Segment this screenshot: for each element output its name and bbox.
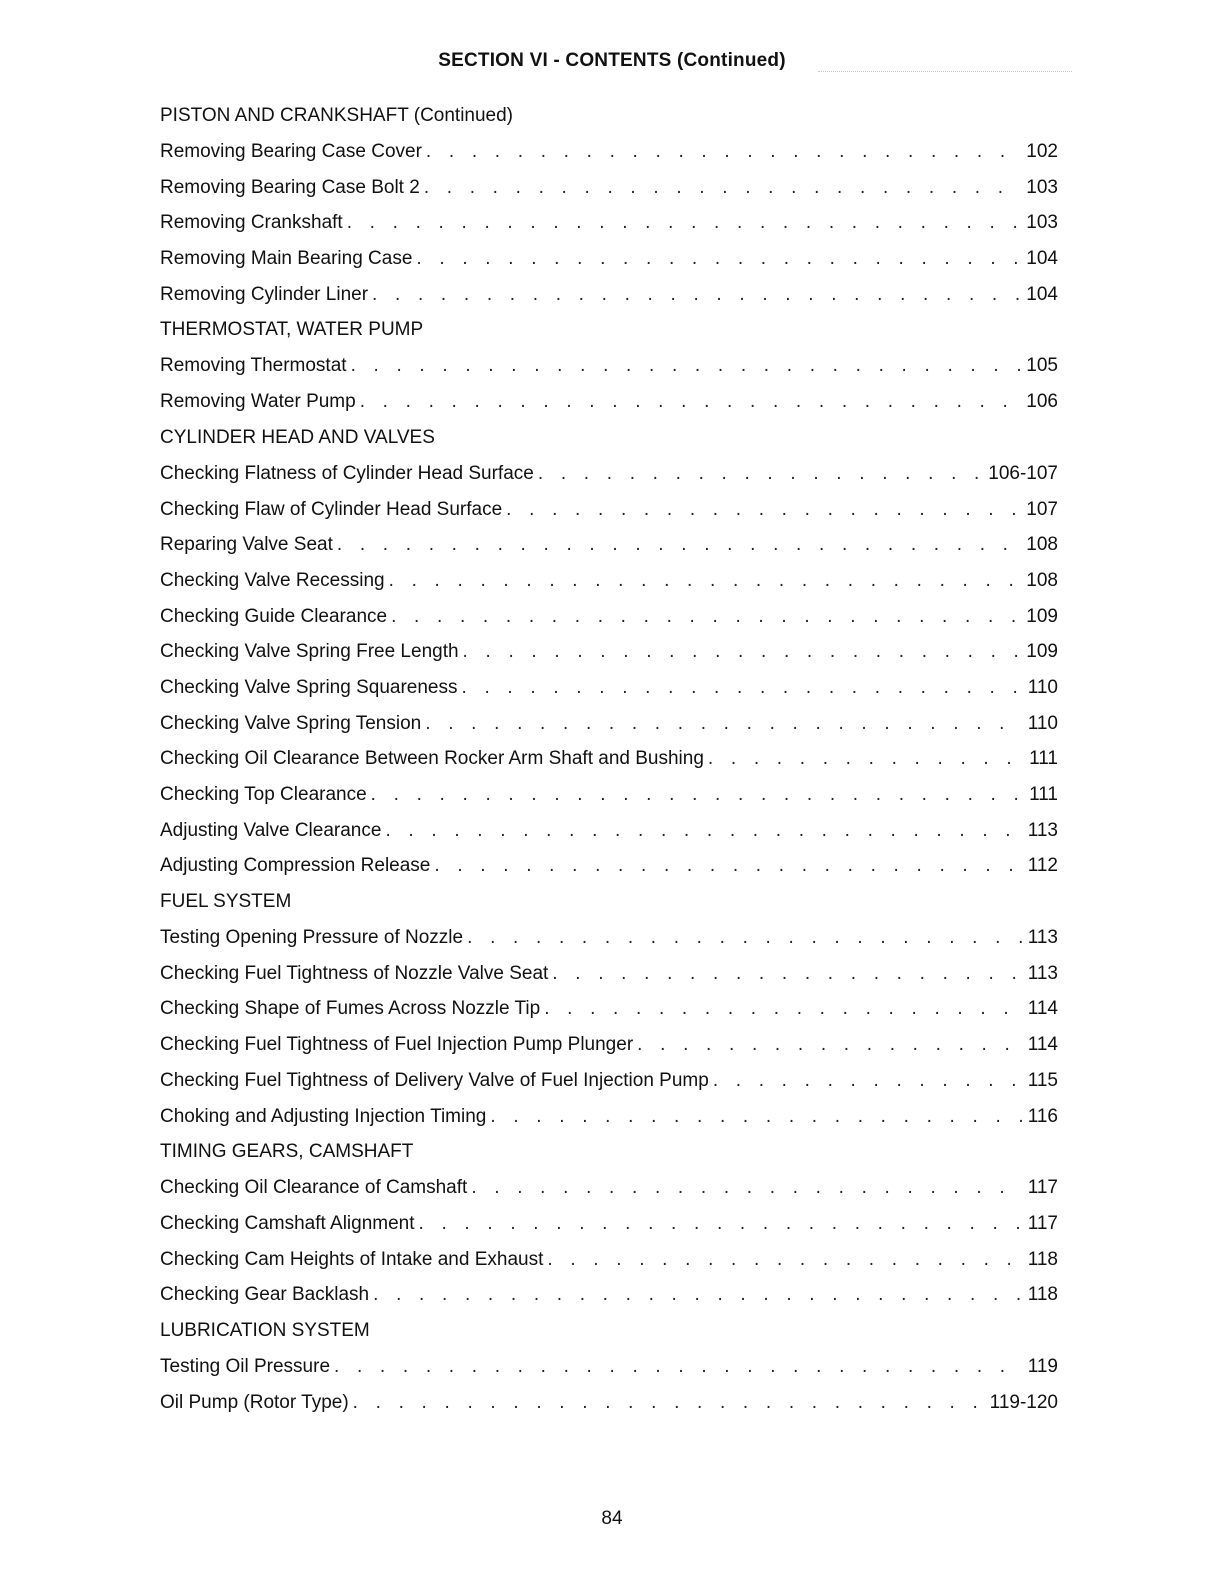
entry-title: Oil Pump (Rotor Type) (160, 1391, 349, 1413)
table-of-contents (160, 98, 1058, 1420)
dot-leader (463, 634, 1021, 670)
entry-page: 105 (1026, 355, 1058, 377)
toc-entry (160, 563, 1058, 599)
dot-leader (544, 991, 1022, 1027)
entry-title: Removing Thermostat (160, 355, 347, 377)
entry-page: 115 (1027, 1069, 1058, 1091)
page-number: 84 (601, 1508, 623, 1529)
entry-title: Checking Oil Clearance Between Rocker Arm Shaft and Bushing (160, 748, 704, 770)
dot-leader (467, 920, 1022, 956)
entry-page: 112 (1027, 855, 1058, 877)
toc-entry (160, 384, 1058, 420)
toc-entry (160, 1063, 1058, 1099)
entry-page: 108 (1026, 569, 1058, 591)
toc-entry (160, 599, 1058, 635)
entry-title: Removing Water Pump (160, 391, 356, 413)
entry-title: Reparing Valve Seat (160, 534, 333, 556)
entry-page: 111 (1029, 784, 1058, 805)
dot-leader (471, 1170, 1021, 1206)
entry-page: 102 (1026, 141, 1058, 162)
dot-leader (419, 1206, 1022, 1242)
dot-leader (372, 277, 1020, 313)
entry-page: 107 (1026, 498, 1058, 520)
toc-entry (160, 1277, 1058, 1313)
entry-title: Checking Camshaft Alignment (160, 1212, 415, 1234)
entry-title: Checking Flatness of Cylinder Head Surface (160, 462, 534, 484)
section-heading: FUEL SYSTEM (160, 891, 292, 913)
toc-entry (160, 1242, 1058, 1278)
page-title: SECTION VI - CONTENTS (Continued) (438, 50, 786, 71)
entry-title: Removing Cylinder Liner (160, 283, 369, 305)
toc-entry (160, 241, 1058, 277)
toc-entry (160, 956, 1058, 992)
dot-leader (538, 456, 982, 492)
toc-entry (160, 492, 1058, 528)
entry-page: 106 (1026, 391, 1058, 413)
dot-leader (389, 563, 1021, 599)
dot-leader (353, 1385, 984, 1421)
toc-entry (160, 777, 1058, 813)
dot-leader (391, 599, 1020, 635)
entry-title: Removing Bearing Case Bolt 2 (160, 176, 420, 198)
toc-entry (160, 277, 1058, 313)
entry-title: Checking Valve Spring Tension (160, 712, 422, 734)
entry-page: 114 (1027, 1034, 1058, 1056)
entry-page: 103 (1026, 212, 1058, 234)
entry-title: Checking Valve Recessing (160, 569, 385, 591)
dot-leader (416, 241, 1020, 277)
entry-title: Checking Shape of Fumes Across Nozzle Tip (160, 998, 541, 1020)
dot-leader (373, 1277, 1022, 1313)
dot-leader (490, 1099, 1021, 1135)
section-heading: TIMING GEARS, CAMSHAFT (160, 1141, 414, 1163)
entry-title: Testing Opening Pressure of Nozzle (160, 927, 464, 949)
entry-title: Checking Flaw of Cylinder Head Surface (160, 498, 503, 520)
toc-entry (160, 1099, 1058, 1135)
entry-title: Checking Valve Spring Free Length (160, 641, 459, 663)
entry-title: Checking Fuel Tightness of Fuel Injection Pump Plunger (160, 1034, 634, 1056)
entry-page: 106-107 (988, 462, 1058, 484)
toc-section-timing-gears-camshaft (160, 1134, 1058, 1313)
toc-entry (160, 1170, 1058, 1206)
dot-leader (347, 205, 1021, 241)
dot-leader (334, 1349, 1022, 1385)
toc-entry (160, 527, 1058, 563)
toc-entry (160, 348, 1058, 384)
toc-entry (160, 991, 1058, 1027)
header-rule (818, 71, 1072, 72)
entry-page: 113 (1027, 962, 1058, 984)
entry-page: 103 (1026, 176, 1058, 198)
dot-leader (337, 527, 1020, 563)
entry-page: 109 (1026, 605, 1058, 627)
entry-title: Checking Gear Backlash (160, 1284, 370, 1306)
toc-section-cylinder-head-valves (160, 420, 1058, 884)
section-heading: PISTON AND CRANKSHAFT (Continued) (160, 105, 514, 126)
toc-entry (160, 1206, 1058, 1242)
toc-entry (160, 205, 1058, 241)
dot-leader (462, 670, 1022, 706)
dot-leader (708, 741, 1023, 777)
entry-page: 110 (1027, 676, 1058, 698)
dot-leader (637, 1027, 1022, 1063)
entry-title: Checking Oil Clearance of Camshaft (160, 1177, 468, 1199)
entry-page: 117 (1027, 1212, 1058, 1234)
dot-leader (547, 1242, 1021, 1278)
toc-entry (160, 456, 1058, 492)
entry-page: 114 (1027, 998, 1058, 1020)
dot-leader (552, 956, 1021, 992)
toc-entry (160, 741, 1058, 777)
entry-page: 104 (1026, 248, 1058, 270)
entry-title: Removing Main Bearing Case (160, 248, 413, 270)
dot-leader (425, 706, 1021, 742)
toc-entry (160, 706, 1058, 742)
entry-page: 111 (1029, 748, 1058, 770)
entry-title: Checking Valve Spring Squareness (160, 676, 458, 698)
toc-entry (160, 634, 1058, 670)
entry-title: Removing Crankshaft (160, 212, 343, 234)
entry-page: 113 (1027, 927, 1058, 949)
entry-page: 104 (1026, 283, 1058, 305)
entry-page: 109 (1026, 641, 1058, 663)
entry-title: Removing Bearing Case Cover (160, 141, 422, 162)
entry-title: Adjusting Compression Release (160, 855, 431, 877)
toc-entry (160, 813, 1058, 849)
dot-leader (351, 348, 1021, 384)
section-heading: CYLINDER HEAD AND VALVES (160, 426, 435, 448)
entry-page: 118 (1027, 1284, 1058, 1306)
dot-leader (360, 384, 1021, 420)
toc-section-fuel-system (160, 884, 1058, 1134)
toc-section-piston-crankshaft (160, 98, 1058, 312)
entry-title: Checking Fuel Tightness of Delivery Valve of Fuel Injection Pump (160, 1069, 709, 1091)
dot-leader (385, 813, 1021, 849)
entry-page: 117 (1027, 1177, 1058, 1199)
entry-title: Adjusting Valve Clearance (160, 819, 382, 841)
entry-page: 119 (1027, 1355, 1058, 1377)
toc-entry (160, 134, 1058, 170)
entry-page: 119-120 (989, 1391, 1058, 1413)
entry-title: Checking Cam Heights of Intake and Exhaust (160, 1248, 544, 1270)
dot-leader (434, 848, 1021, 884)
toc-entry (160, 670, 1058, 706)
toc-section-lubrication-system (160, 1313, 1058, 1420)
toc-section-thermostat-water-pump (160, 312, 1058, 419)
entry-title: Choking and Adjusting Injection Timing (160, 1105, 487, 1127)
dot-leader (424, 170, 1020, 206)
dot-leader (371, 777, 1023, 813)
dot-leader (713, 1063, 1022, 1099)
toc-entry (160, 1385, 1058, 1421)
dot-leader (426, 134, 1020, 170)
entry-page: 116 (1027, 1105, 1058, 1127)
entry-title: Checking Guide Clearance (160, 605, 388, 627)
toc-entry (160, 848, 1058, 884)
toc-entry (160, 920, 1058, 956)
toc-entry (160, 1349, 1058, 1385)
section-heading: THERMOSTAT, WATER PUMP (160, 319, 424, 341)
entry-title: Testing Oil Pressure (160, 1355, 331, 1377)
section-heading: LUBRICATION SYSTEM (160, 1319, 370, 1341)
toc-entry (160, 1027, 1058, 1063)
toc-entry (160, 170, 1058, 206)
entry-page: 108 (1026, 534, 1058, 556)
entry-page: 113 (1027, 819, 1058, 841)
entry-page: 110 (1027, 712, 1058, 734)
entry-title: Checking Top Clearance (160, 784, 367, 805)
entry-page: 118 (1027, 1248, 1058, 1270)
entry-title: Checking Fuel Tightness of Nozzle Valve Seat (160, 962, 549, 984)
dot-leader (506, 492, 1020, 528)
